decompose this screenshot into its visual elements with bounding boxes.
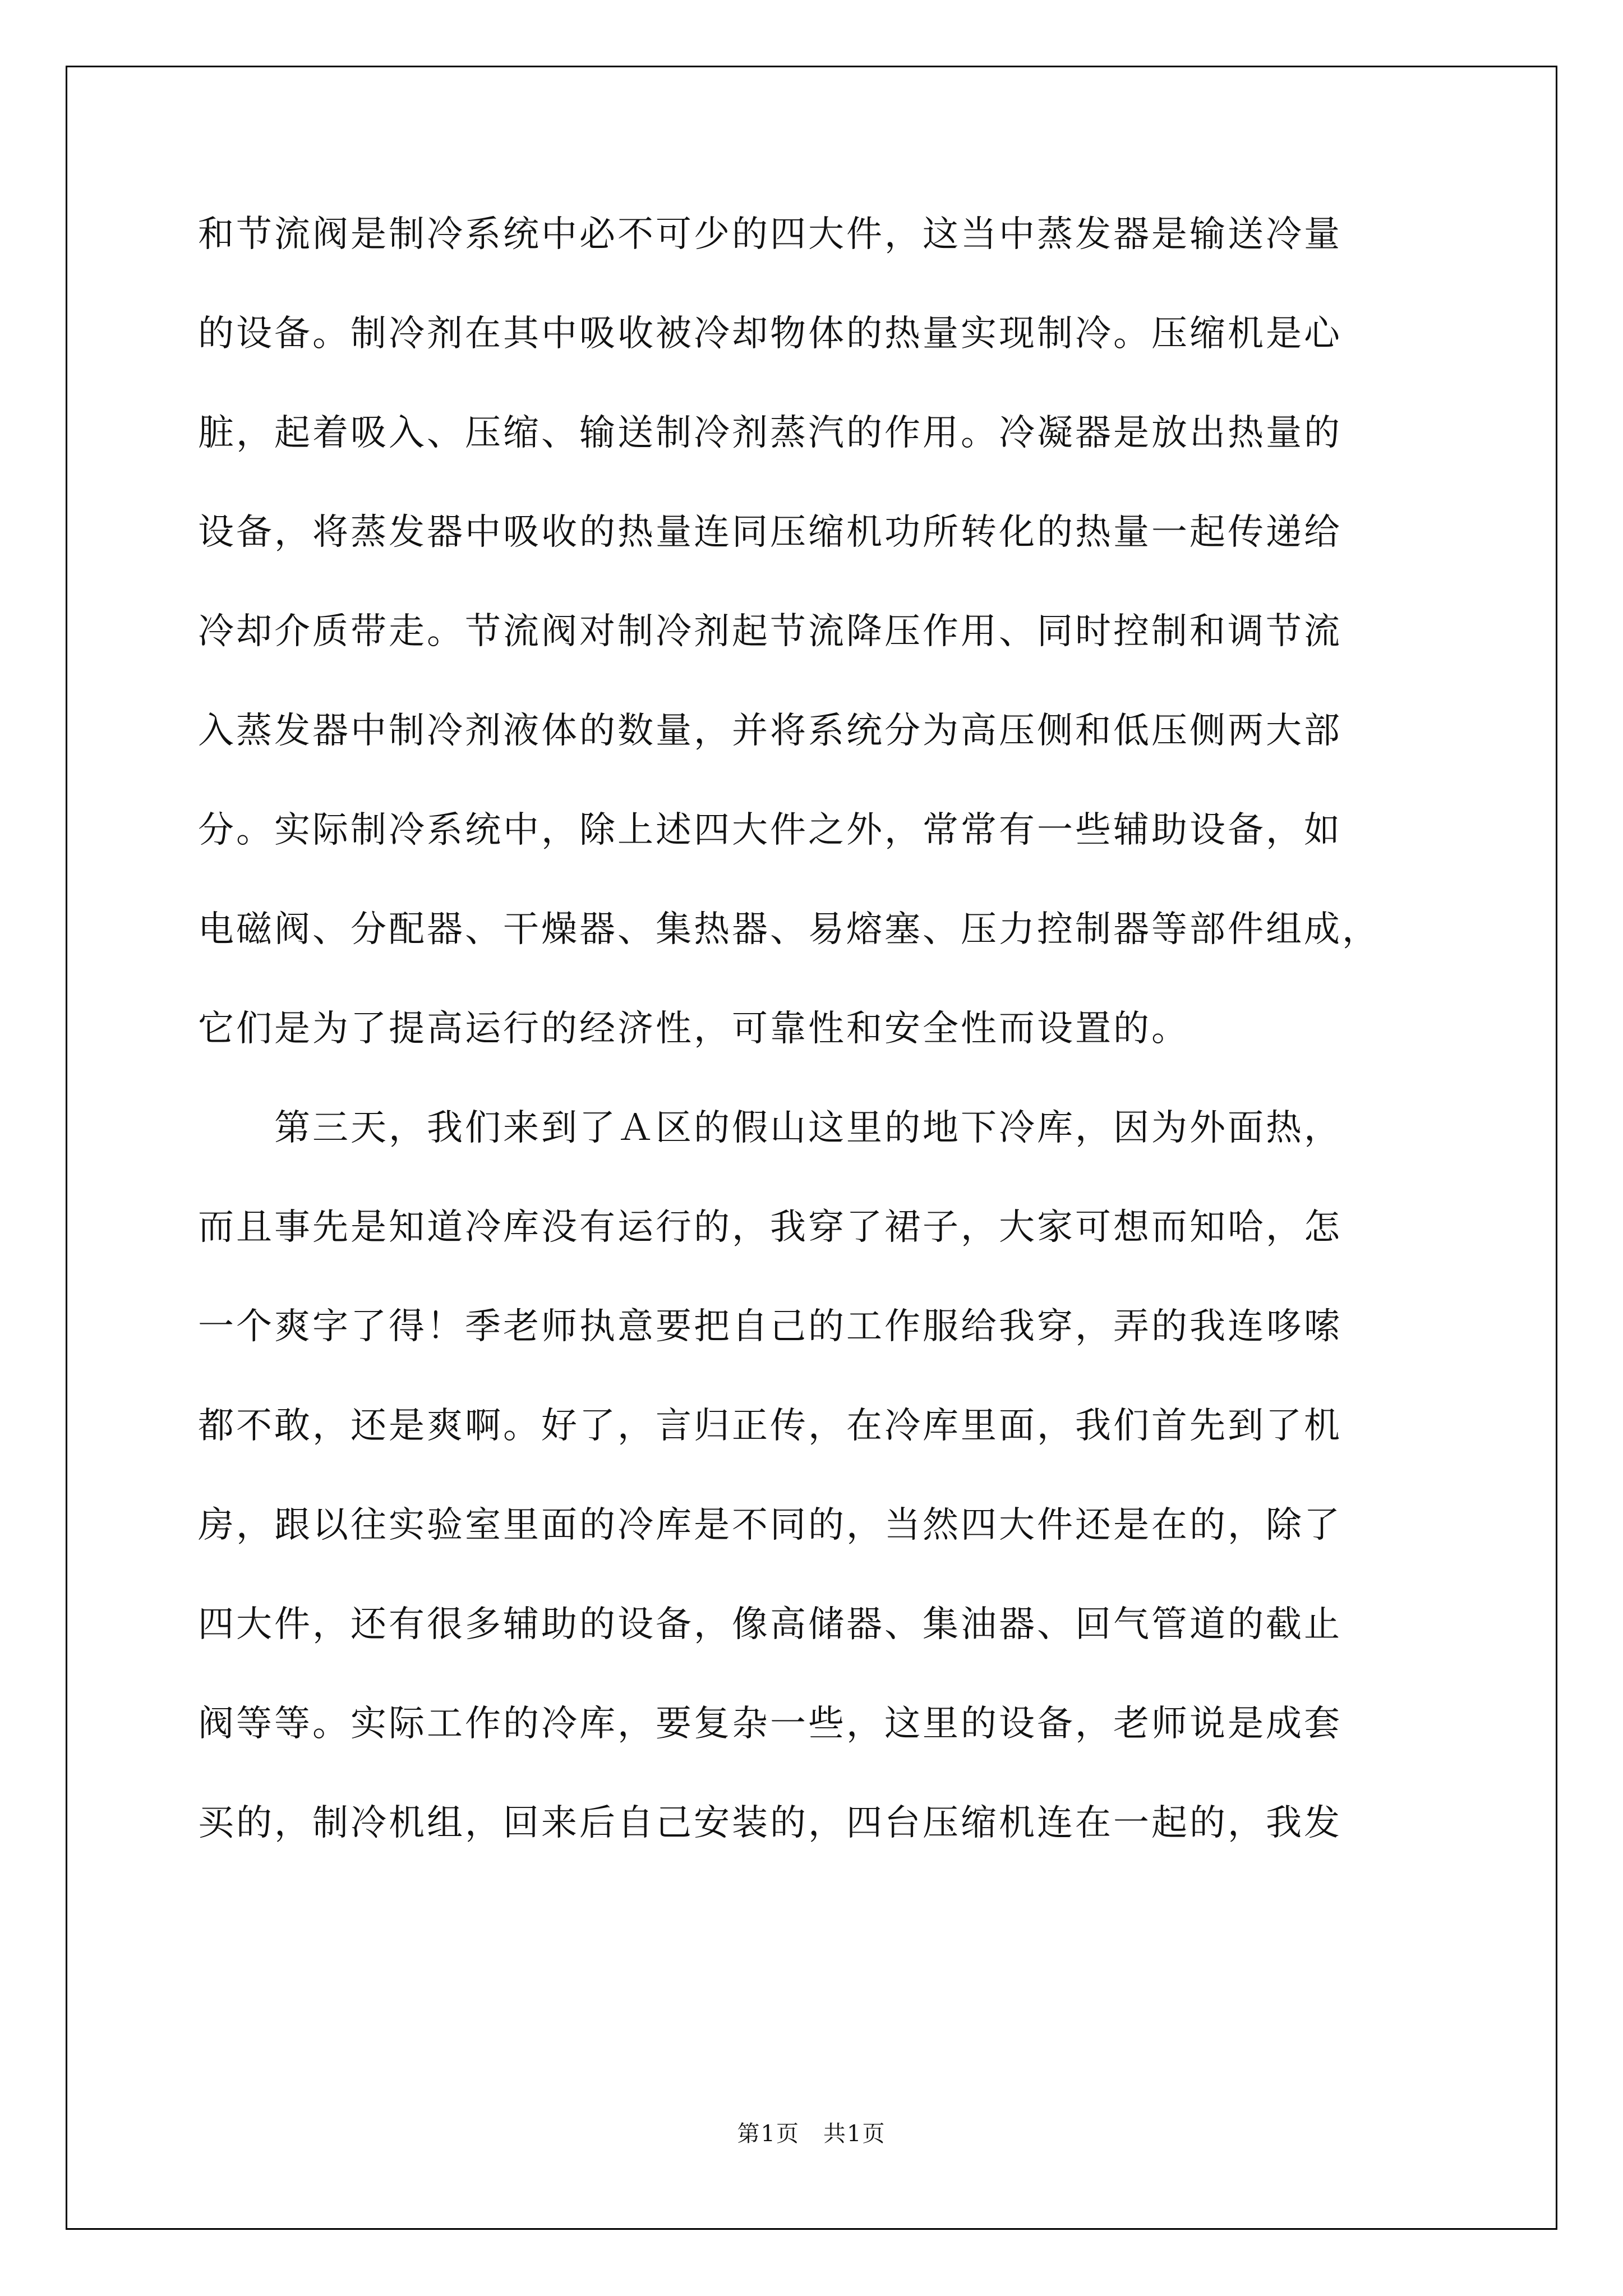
text-line: 入蒸发器中制冷剂液体的数量，并将系统分为高压侧和低压侧两大部 [198, 710, 1342, 752]
text-line: 买的，制冷机组，回来后自己安装的，四台压缩机连在一起的，我发 [198, 1802, 1342, 1844]
text-line: 设备，将蒸发器中吸收的热量连同压缩机功所转化的热量一起传递给 [198, 512, 1342, 553]
text-line: 一个爽字了得！季老师执意要把自己的工作服给我穿，弄的我连哆嗦 [198, 1306, 1342, 1347]
text-line: 房，跟以往实验室里面的冷库是不同的，当然四大件还是在的，除了 [198, 1504, 1342, 1546]
text-line: 和节流阀是制冷系统中必不可少的四大件，这当中蒸发器是输送冷量 [198, 214, 1342, 255]
text-line: 都不敢，还是爽啊。好了，言归正传，在冷库里面，我们首先到了机 [198, 1405, 1342, 1447]
text-line: 第三天，我们来到了Ａ区的假山这里的地下冷库，因为外面热， [198, 1107, 1342, 1149]
text-line: 它们是为了提高运行的经济性，可靠性和安全性而设置的。 [198, 1008, 1189, 1050]
document-body [198, 213, 1454, 1901]
text-line: 阀等等。实际工作的冷库，要复杂一些，这里的设备，老师说是成套 [198, 1703, 1342, 1745]
text-line: 电磁阀、分配器、干燥器、集热器、易熔塞、压力控制器等部件组成， [198, 909, 1380, 950]
text-line: 冷却介质带走。节流阀对制冷剂起节流降压作用、同时控制和调节流 [198, 611, 1342, 652]
text-line: 分。实际制冷系统中，除上述四大件之外，常常有一些辅助设备，如 [198, 809, 1342, 851]
text-line: 而且事先是知道冷库没有运行的，我穿了裙子，大家可想而知哈，怎 [198, 1207, 1342, 1248]
text-line: 四大件，还有很多辅助的设备，像高储器、集油器、回气管道的截止 [198, 1604, 1342, 1645]
page-number-footer: 第1页 共1页 [737, 2121, 886, 2147]
text-line: 脏，起着吸入、压缩、输送制冷剂蒸汽的作用。冷凝器是放出热量的 [198, 412, 1342, 454]
text-line: 的设备。制冷剂在其中吸收被冷却物体的热量实现制冷。压缩机是心 [198, 313, 1342, 355]
